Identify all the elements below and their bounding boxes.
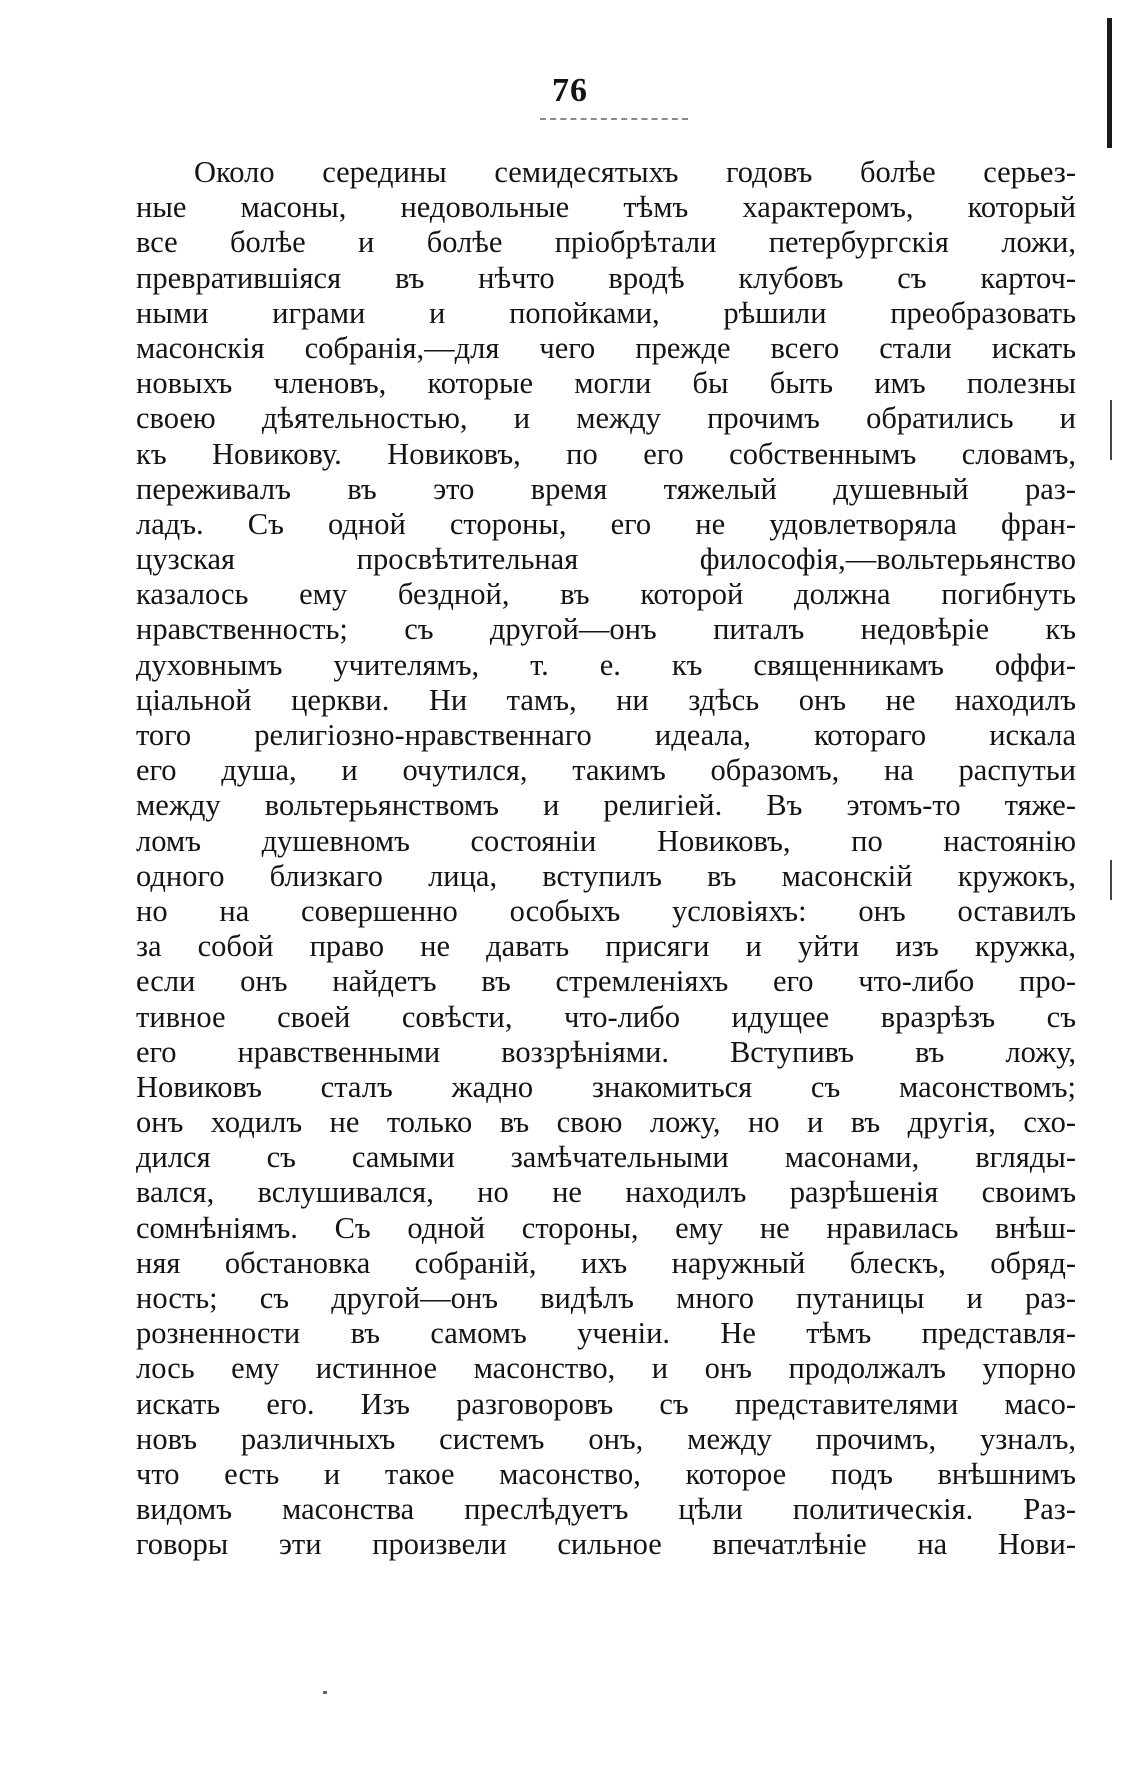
text-line: нравственность; съ другой—онъ питалъ недовѣріе къ	[136, 612, 1076, 647]
text-line: превратившіяся въ нѣчто вродѣ клубовъ съ карточ-	[136, 260, 1076, 295]
text-line: ными играми и попойками, рѣшили преобразовать	[136, 295, 1076, 330]
text-line: что есть и такое масонство, которое подъ внѣшнимъ	[136, 1456, 1076, 1491]
page-number: 76	[552, 72, 588, 109]
text-line: ность; съ другой—онъ видѣлъ много путаницы и раз-	[136, 1281, 1076, 1315]
text-line: дился съ самыми замѣчательными масонами, вгляды-	[136, 1140, 1076, 1175]
text-line: ладъ. Съ одной стороны, его не удовлетворяла фран-	[136, 506, 1076, 541]
text-line: тивное своей совѣсти, что-либо идущее вразрѣзъ съ	[136, 999, 1076, 1034]
text-line: того религіозно-нравственнаго идеала, котораго искала	[136, 718, 1076, 752]
text-line: если онъ найдетъ въ стремленіяхъ его что-либо про-	[136, 964, 1076, 999]
text-line: духовнымъ учителямъ, т. е. къ священникамъ оффи-	[136, 647, 1076, 682]
text-line: новъ различныхъ системъ онъ, между прочимъ, узналъ,	[136, 1421, 1076, 1456]
text-line: между вольтерьянствомъ и религіей. Въ этомъ-то тяже-	[136, 788, 1076, 823]
text-line: Новиковъ сталъ жадно знакомиться съ масонствомъ;	[136, 1069, 1076, 1104]
text-line: но на совершенно особыхъ условіяхъ: онъ оставилъ	[136, 893, 1076, 928]
text-line: къ Новикову. Новиковъ, по его собственнымъ словамъ,	[136, 436, 1076, 471]
text-line: новыхъ членовъ, которые могли бы быть имъ полезны	[136, 366, 1076, 401]
scan-edge-tick	[1110, 400, 1112, 460]
body-text	[136, 155, 1076, 1563]
text-line: вался, вслушивался, но не находилъ разрѣшенія своимъ	[136, 1175, 1076, 1210]
text-line: Около середины семидесятыхъ годовъ болѣе серьез-	[194, 155, 1076, 189]
text-line: няя обстановка собраній, ихъ наружный блескъ, обряд-	[136, 1245, 1076, 1280]
text-line: ные масоны, недовольные тѣмъ характеромъ, который	[136, 190, 1076, 225]
text-line: его душа, и очутился, такимъ образомъ, на распутьи	[136, 753, 1076, 788]
scan-speck	[323, 1691, 327, 1694]
scan-edge-tick	[1110, 860, 1112, 900]
text-line: говоры эти произвели сильное впечатлѣніе на Нови-	[136, 1527, 1076, 1562]
text-line: розненности въ самомъ ученіи. Не тѣмъ представля-	[136, 1316, 1076, 1351]
text-line: переживалъ въ это время тяжелый душевный раз-	[136, 471, 1076, 506]
text-line: онъ ходилъ не только въ свою ложу, но и въ другія, схо-	[136, 1105, 1076, 1140]
text-line: ціальной церкви. Ни тамъ, ни здѣсь онъ не находилъ	[136, 682, 1076, 717]
text-line: масонскія собранія,—для чего прежде всего стали искать	[136, 330, 1076, 365]
text-line: своею дѣятельностью, и между прочимъ обратились и	[136, 401, 1076, 436]
text-line: видомъ масонства преслѣдуетъ цѣли политическія. Раз-	[136, 1492, 1076, 1527]
header-rule	[540, 118, 688, 120]
text-line: лось ему истинное масонство, и онъ продолжалъ упорно	[136, 1351, 1076, 1386]
text-line: сомнѣніямъ. Съ одной стороны, ему не нравилась внѣш-	[136, 1210, 1076, 1245]
text-line: одного близкаго лица, вступилъ въ масонскій кружокъ,	[136, 858, 1076, 893]
text-line: ломъ душевномъ состояніи Новиковъ, по настоянію	[136, 823, 1076, 858]
text-line: за собой право не давать присяги и уйти изъ кружка,	[136, 929, 1076, 964]
text-line: искать его. Изъ разговоровъ съ представителями масо-	[136, 1386, 1076, 1421]
text-line: цузская просвѣтительная философія,—вольтерьянство	[136, 542, 1076, 577]
text-line: его нравственными воззрѣніями. Вступивъ въ ложу,	[136, 1034, 1076, 1069]
text-line: казалось ему бездной, въ которой должна погибнуть	[136, 577, 1076, 612]
text-line: все болѣе и болѣе пріобрѣтали петербургскія ложи,	[136, 225, 1076, 260]
